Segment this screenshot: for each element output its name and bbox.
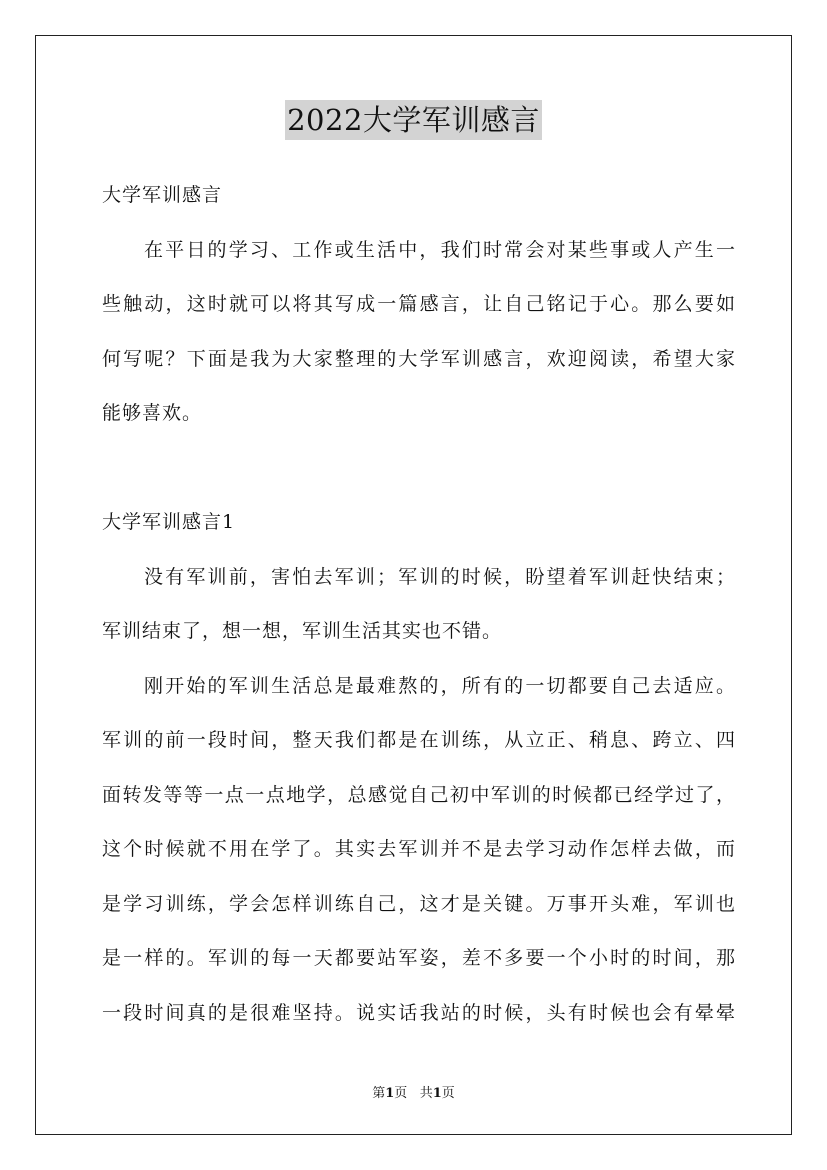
text-line: 刚开始的军训生活总是最难熬的，所有的一切都要自己去适应。 <box>144 674 736 697</box>
document-body <box>102 168 736 1040</box>
footer-page-suffix: 页 <box>394 1086 408 1101</box>
text-line: 大学军训感言1 <box>102 511 236 533</box>
text-line: 一段时间真的是很难坚持。说实话我站的时候，头有时候也会有晕晕 <box>102 1001 736 1024</box>
document-title: 2022大学军训感言 <box>285 100 542 140</box>
title-wrapper <box>0 100 827 140</box>
text-line: 何写呢？下面是我为大家整理的大学军训感言，欢迎阅读，希望大家 <box>102 347 736 370</box>
text-line: 面转发等等一点一点地学，总感觉自己初中军训的时候都已经学过了， <box>102 783 736 806</box>
text-line: 军训的前一段时间，整天我们都是在训练，从立正、稍息、跨立、四 <box>102 729 736 751</box>
footer-total-prefix: 共 <box>419 1086 433 1101</box>
text-line: 没有军训前，害怕去军训；军训的时候，盼望着军训赶快结束； <box>144 565 736 588</box>
blank-line <box>102 441 736 496</box>
footer-total-number: 1 <box>432 1086 442 1101</box>
text-line: 些触动，这时就可以将其写成一篇感言，让自己铭记于心。那么要如 <box>102 293 736 315</box>
footer-page-number: 1 <box>385 1086 395 1101</box>
text-line: 大学军训感言 <box>102 184 223 206</box>
footer-page-prefix: 第 <box>372 1086 386 1101</box>
page-footer <box>0 1082 827 1101</box>
text-line: 这个时候就不用在学了。其实去军训并不是去学习动作怎样去做，而 <box>102 838 736 860</box>
footer-total-suffix: 页 <box>441 1086 455 1101</box>
text-line: 是一样的。军训的每一天都要站军姿，差不多要一个小时的时间，那 <box>102 947 736 969</box>
text-line: 在平日的学习、工作或生活中，我们时常会对某些事或人产生一 <box>144 238 736 261</box>
text-line: 能够喜欢。 <box>102 402 203 424</box>
text-line: 军训结束了，想一想，军训生活其实也不错。 <box>102 620 503 642</box>
text-line: 是学习训练，学会怎样训练自己，这才是关键。万事开头难，军训也 <box>102 892 736 915</box>
